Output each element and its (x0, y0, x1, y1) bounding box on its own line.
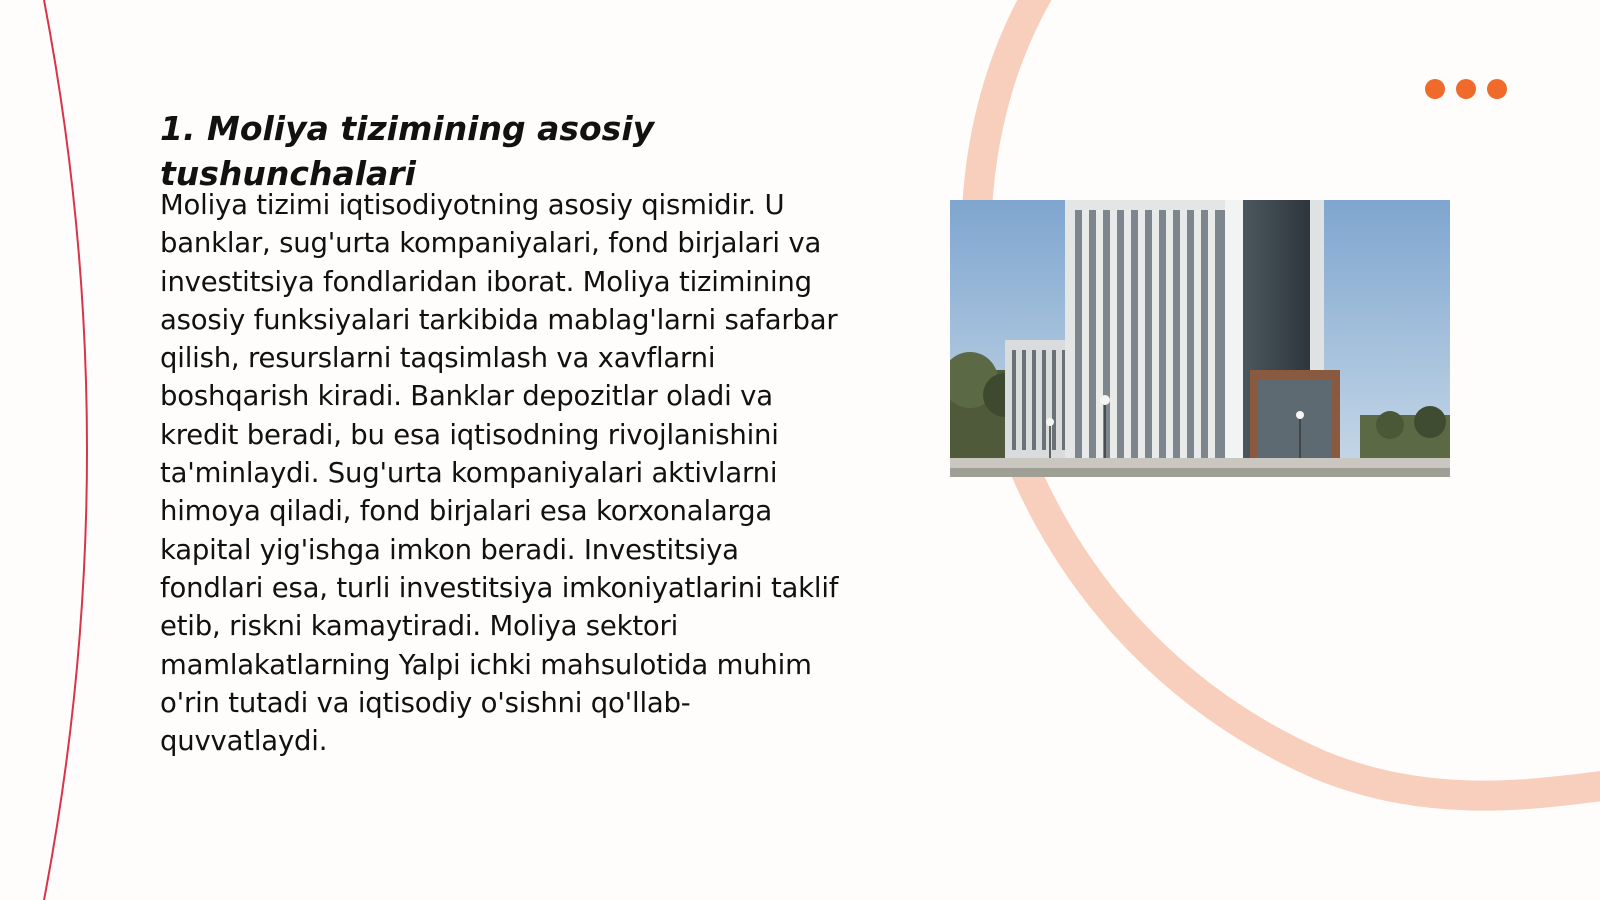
dot-icon (1487, 79, 1507, 99)
building-illustration (950, 200, 1450, 477)
left-curve-line (44, 0, 87, 900)
slide-body-text: Moliya tizimi iqtisodiyotning asosiy qismidir. U banklar, sug'urta kompaniyalari, fond birjalari va investitsiya fondlaridan iborat. Moliya tizimining asosiy funksiyalari tarkibida mablag'larni safarbar qilish, resurslarni taqsimlash va xavflarni boshqarish kiradi. Banklar depozitlar oladi va kredit beradi, bu esa iqtisodning rivojlanishini ta'minlaydi. Sug'urta kompaniyalari aktivlarni himoya qiladi, fond birjalari esa korxonalarga kapital yig'ishga imkon beradi. Investitsiya fondlari esa, turli investitsiya imkoniyatlarini taklif etib, riskni kamaytiradi. Moliya sektori mamlakatlarning Yalpi ichki mahsulotida muhim o'rin tutadi va iqtisodiy o'sishni qo'llab-quvvatlaydi. (160, 189, 839, 758)
dot-icon (1425, 79, 1445, 99)
dot-icon (1456, 79, 1476, 99)
slide-title: 1. Moliya tizimining asosiy tushunchalari (160, 109, 655, 193)
three-dots-icon (1425, 79, 1507, 99)
building-photo (950, 200, 1450, 477)
